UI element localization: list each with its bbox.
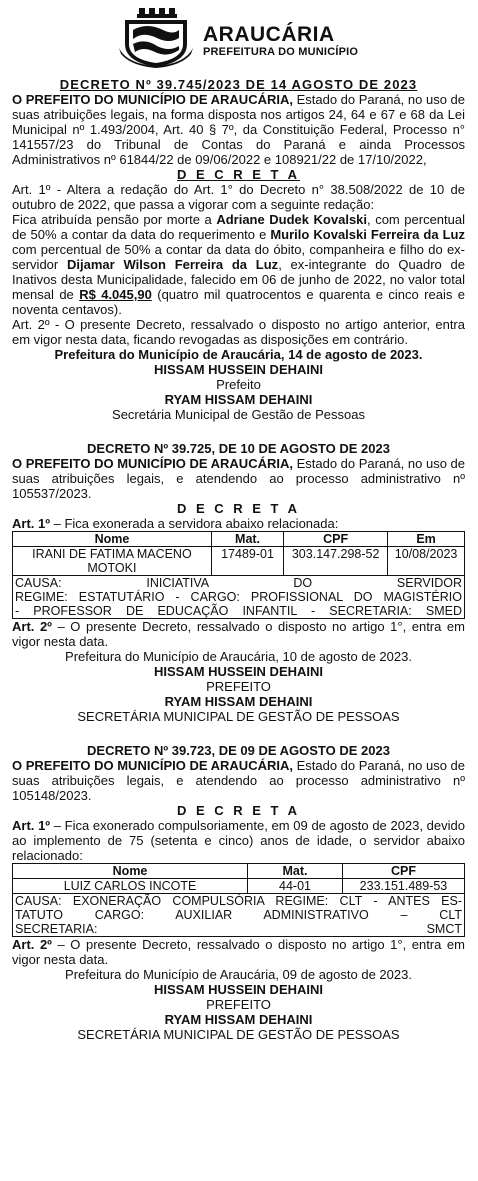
beneficiary-name: Adriane Dudek Kovalski	[216, 212, 368, 227]
text-span: (quatro mil quatrocentos e quarenta e cinco reais e noventa centavos).	[12, 287, 465, 317]
causa-line: CAUSA: INICIATIVA DO SERVIDOR	[15, 576, 462, 590]
text-span: , ex-integrante do Quadro de Inativos desta Municipalidade, falecido em 06 de junho de 2022, no valor total mensal de	[12, 257, 465, 302]
place-date: Prefeitura do Município de Araucária, 10 de agosto de 2023.	[65, 649, 412, 664]
employee-table	[12, 531, 465, 576]
decreta-heading: D E C R E T A	[176, 501, 301, 516]
brand-subtitle: PREFEITURA DO MUNICÍPIO	[203, 46, 359, 58]
cell-mat: 44-01	[248, 879, 343, 894]
decree-1-preamble	[12, 92, 465, 167]
article-text: – Fica exonerado compulsoriamente, em 09 de agosto de 2023, devido ao implemento de 75 (setenta e cinco) anos de idade, o servidor abaixo relacionado:	[12, 818, 465, 863]
cell-cpf: 303.147.298-52	[284, 547, 388, 576]
decree-1-art2: Art. 2º - O presente Decreto, ressalvado o disposto no artigo anterior, entra em vigor nesta data, ficando revogadas as disposições em contrário.	[12, 317, 465, 347]
table-row	[13, 547, 465, 576]
column-header: Mat.	[211, 532, 283, 547]
causa-line: SECRETARIA: SMCT	[15, 922, 462, 936]
pension-amount: R$ 4.045,90	[79, 287, 152, 302]
mayor-role: PREFEITO	[206, 679, 271, 694]
column-header: Nome	[13, 864, 248, 879]
mayor-role: PREFEITO	[206, 997, 271, 1012]
article-text: – O presente Decreto, ressalvado o disposto no artigo 1°, entra em vigor nesta data.	[12, 619, 465, 649]
article-label: Art. 2º	[12, 937, 52, 952]
brand	[203, 24, 358, 58]
secretary-role: Secretária Municipal de Gestão de Pessoas	[112, 407, 365, 422]
mayor-name: HISSAM HUSSEIN DEHAINI	[153, 362, 324, 377]
employee-table	[12, 863, 465, 894]
column-header: CPF	[342, 864, 464, 879]
decree-2	[0, 441, 478, 724]
place-date: Prefeitura do Município de Araucária, 09 de agosto de 2023.	[65, 967, 412, 982]
municipal-crest-logo	[117, 8, 195, 68]
decree-2-title: DECRETO Nº 39.725, DE 10 DE AGOSTO DE 2023	[87, 441, 390, 456]
secretary-name: RYAM HISSAM DEHAINI	[164, 392, 313, 407]
column-header: CPF	[284, 532, 388, 547]
article-text: – Fica exonerada a servidora abaixo relacionada:	[49, 516, 339, 531]
cell-cpf: 233.151.489-53	[342, 879, 464, 894]
preamble-bold: O PREFEITO DO MUNICÍPIO DE ARAUCÁRIA,	[12, 92, 293, 107]
article-label: Art. 2º	[12, 619, 52, 634]
secretary-name: RYAM HISSAM DEHAINI	[164, 694, 313, 709]
decree-1	[0, 77, 478, 422]
mayor-role: Prefeito	[216, 377, 261, 392]
preamble-text: Estado do Paraná, no uso de suas atribuições legais, e atendendo ao processo administrativo nº 105148/2023.	[12, 758, 465, 803]
decree-1-art1: Art. 1º - Altera a redação do Art. 1° do Decreto n° 38.508/2022 de 10 de outubro de 2022, que passa a vigorar com a seguinte redação:	[12, 182, 465, 212]
secretary-role: SECRETÁRIA MUNICIPAL DE GESTÃO DE PESSOAS	[77, 709, 400, 724]
article-label: Art. 1º	[12, 516, 50, 531]
decree-2-preamble	[12, 456, 465, 501]
decree-2-art2	[12, 619, 465, 649]
causa-box	[12, 894, 465, 937]
preamble-text: Estado do Paraná, no uso de suas atribuições legais, na forma disposta nos artigos 24, 64 e 67 e 68 da Lei Municipal nº 1.493/2004, Art. 40 § 7º, da Constituição Federal, Processo n° 141557/23 do Tribunal de Contas do Paraná e ainda Processos Administrativos nº 61844/22 de 09/06/2022 e 108921/22 de 17/10/2022,	[12, 92, 465, 167]
causa-line: TATUTO CARGO: AUXILIAR ADMINISTRATIVO – CLT	[15, 908, 462, 922]
decree-2-art1	[12, 516, 465, 531]
decreta-heading: D E C R E T A	[176, 803, 301, 818]
decree-3	[0, 743, 478, 1042]
cell-mat: 17489-01	[211, 547, 283, 576]
article-label: Art. 1º	[12, 818, 51, 833]
preamble-bold: O PREFEITO DO MUNICÍPIO DE ARAUCÁRIA,	[12, 456, 293, 471]
column-header: Mat.	[248, 864, 343, 879]
decree-3-art2	[12, 937, 465, 967]
place-date: Prefeitura do Município de Araucária, 14 de agosto de 2023.	[54, 347, 423, 362]
column-header: Em	[388, 532, 465, 547]
cell-name: IRANI DE FATIMA MACENO MOTOKI	[13, 547, 212, 576]
decree-1-art1-text	[12, 212, 465, 317]
causa-line: REGIME: ESTATUTÁRIO - CARGO: PROFISSIONAL DO MAGISTÉRIO	[15, 590, 462, 604]
spacer	[0, 422, 478, 441]
former-employee-name: Dijamar Wilson Ferreira da Luz	[67, 257, 279, 272]
causa-line: CAUSA: EXONERAÇÃO COMPULSÓRIA REGIME: CLT - ANTES ES-	[15, 894, 462, 908]
secretary-name: RYAM HISSAM DEHAINI	[164, 1012, 313, 1027]
decree-1-title: DECRETO Nº 39.745/2023 DE 14 AGOSTO DE 2023	[59, 77, 418, 92]
text-span: , com percentual de 50% a contar da data do requerimento e	[12, 212, 466, 242]
beneficiary-name: Murilo Kovalski Ferreira da Luz	[270, 227, 465, 242]
preamble-text: Estado do Paraná, no uso de suas atribuições legais, e atendendo ao processo administrativo nº 105537/2023.	[12, 456, 465, 501]
causa-box	[12, 576, 465, 619]
column-header: Nome	[13, 532, 212, 547]
text-span: com percentual de 50% a contar da data do óbito, companheira e filho do ex-servidor	[12, 242, 465, 272]
brand-name: ARAUCÁRIA	[203, 23, 335, 46]
mayor-name: HISSAM HUSSEIN DEHAINI	[153, 664, 324, 679]
table-header-row	[13, 532, 465, 547]
decree-3-title: DECRETO Nº 39.723, DE 09 DE AGOSTO DE 2023	[87, 743, 390, 758]
text-span: Fica atribuída pensão por morte a	[12, 212, 217, 227]
cell-date: 10/08/2023	[388, 547, 465, 576]
decree-3-preamble	[12, 758, 465, 803]
cell-name: LUIZ CARLOS INCOTE	[13, 879, 248, 894]
article-text: – O presente Decreto, ressalvado o disposto no artigo 1°, entra em vigor nesta data.	[12, 937, 465, 967]
preamble-bold: O PREFEITO DO MUNICÍPIO DE ARAUCÁRIA,	[12, 758, 293, 773]
decree-3-art1	[12, 818, 465, 863]
table-header-row	[13, 864, 465, 879]
header	[0, 0, 478, 72]
mayor-name: HISSAM HUSSEIN DEHAINI	[153, 982, 324, 997]
table-row	[13, 879, 465, 894]
causa-line: - PROFESSOR DE EDUCAÇÃO INFANTIL - SECRETARIA: SMED	[15, 604, 462, 618]
secretary-role: SECRETÁRIA MUNICIPAL DE GESTÃO DE PESSOAS	[77, 1027, 400, 1042]
spacer	[0, 724, 478, 743]
decreta-heading: D E C R E T A	[176, 167, 301, 182]
